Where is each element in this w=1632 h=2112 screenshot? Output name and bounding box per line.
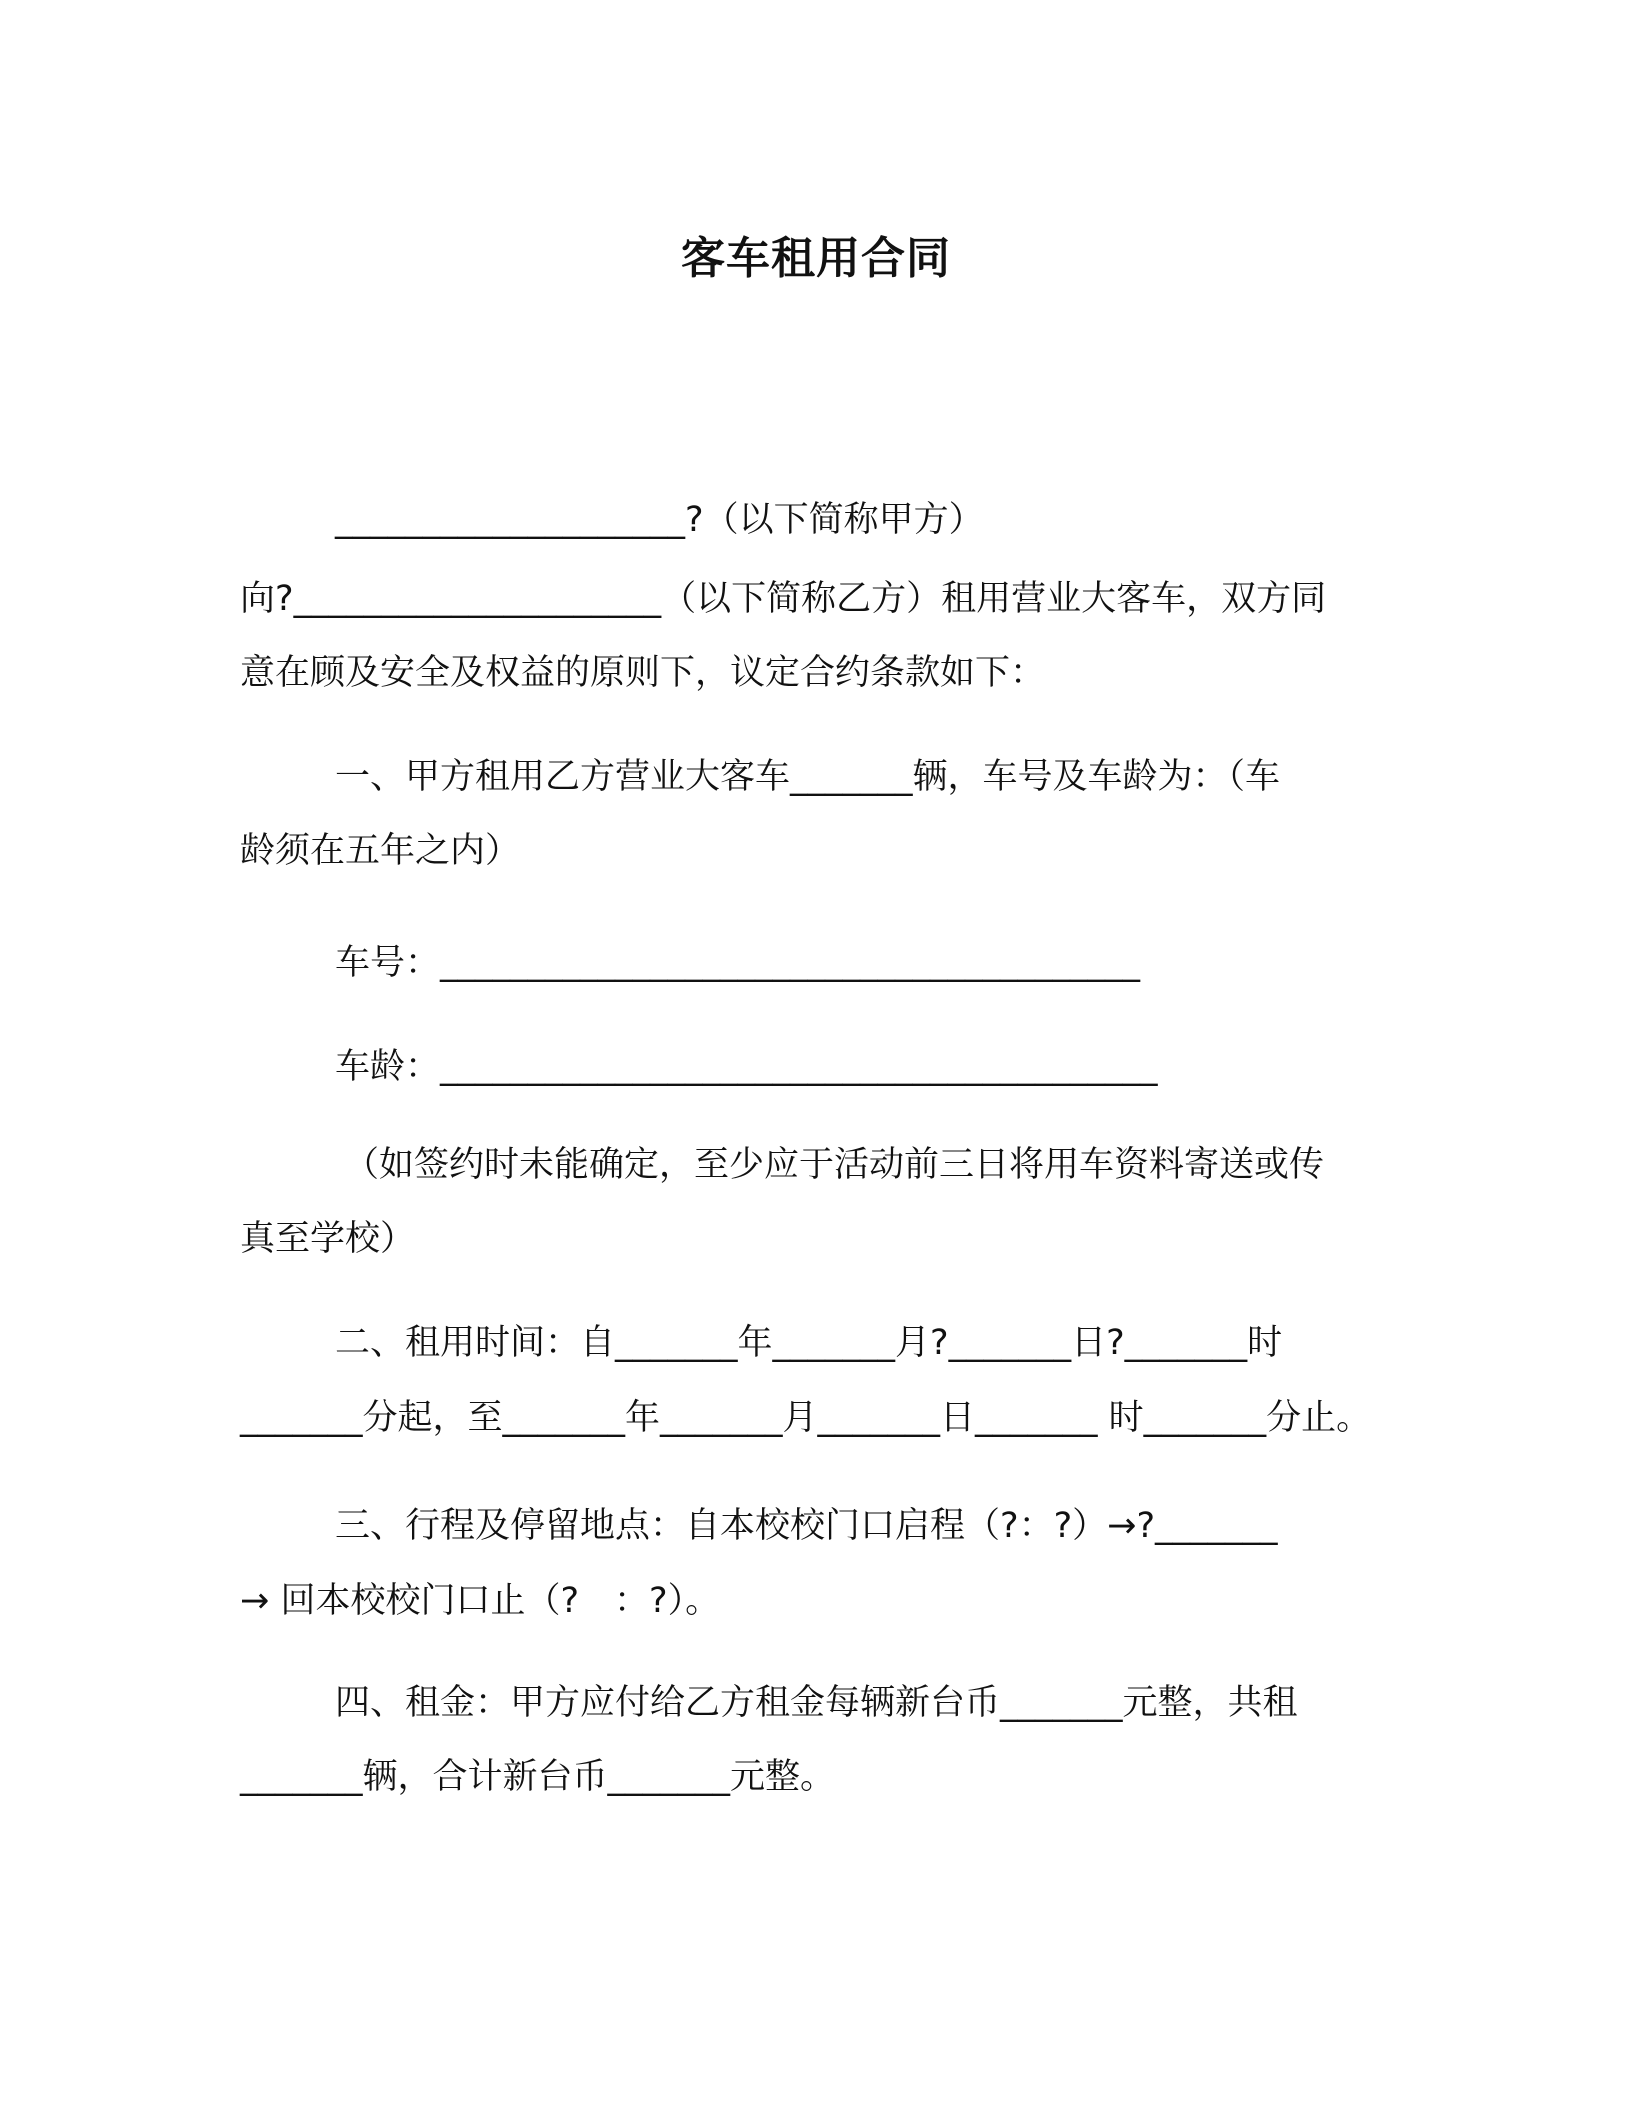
note-continuation-line: 真至学校） [240, 1219, 416, 1259]
clause-2-continuation-line: _______分起，至_______年_______月_______日_______ 时_______分止。 [240, 1398, 1372, 1438]
note-line: （如签约时未能确定，至少应于活动前三日将用车资料寄送或传 [344, 1145, 1325, 1185]
clause-3-line: 三、行程及停留地点：自本校校门口启程（?：?）→?_______ [335, 1506, 1278, 1546]
clause-4-line: 四、租金：甲方应付给乙方租金每辆新台币_______元整，共租 [335, 1683, 1298, 1723]
vehicle-age-line: 车龄：_________________________________________ [335, 1047, 1158, 1087]
party-a-line: ____________________?（以下简称甲方） [335, 500, 984, 540]
document-title: 客车租用合同 [681, 233, 951, 284]
clause-1-continuation-line: 龄须在五年之内） [240, 831, 521, 871]
clause-2-line: 二、租用时间：自_______年_______月?_______日?_______时 [335, 1323, 1283, 1363]
vehicle-number-line: 车号：________________________________________ [335, 943, 1141, 983]
clause-4-continuation-line: _______辆，合计新台币_______元整。 [240, 1757, 836, 1797]
party-b-line: 向?_____________________（以下简称乙方）租用营业大客车，双方同 [240, 579, 1327, 619]
clause-3-continuation-line: → 回本校校门口止（? ：?）。 [240, 1581, 721, 1621]
clause-1-line: 一、甲方租用乙方营业大客车_______辆，车号及车龄为：（车 [335, 757, 1281, 797]
intro-continuation-line: 意在顾及安全及权益的原则下，议定合约条款如下： [240, 653, 1046, 693]
